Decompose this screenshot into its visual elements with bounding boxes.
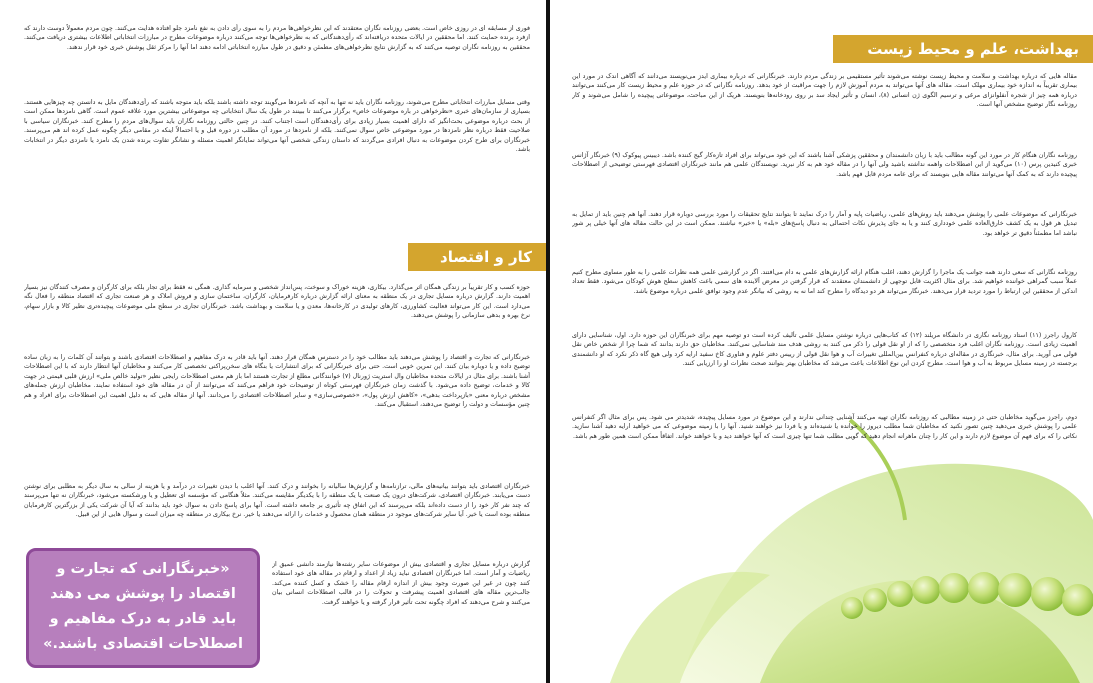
business-paragraph-4: گزارش درباره مسایل تجاری و اقتصادی بیش از موضوعات سایر رشته‌ها نیازمند دانشی عمیق از ریاضیات و آمار است. اما خبرنگاران اقتصادی نباید زیاد از اعداد و ارقام در مقاله های خود استفاده کنند چون در غیر این صورت وجود بیش از اندازه ارقام مقاله را خشک و کسل کننده می‌کند. جالب‌ترین مقاله های اقتصادی اهمیت پیشرفت و تحولات را در قالب اصطلاحات انسانی بیان می‌کنند و شرح می‌دهند که افراد چگونه تحت تأثیر قرار گرفته و یا خواهند گرفت. xyxy=(272,561,530,606)
health-paragraph-5: کارول راجرز (۱۱) استاد روزنامه نگاری در دانشگاه مریلند (۱۲) که کتاب‌هایی درباره نوشتن مسایل علمی تألیف کرده است دو توصیه مهم برای خبرنگاران این حوزه دارد. اول، شناسایی دارای اهمیت زیادی است. روزنامه نگاران اغلب فرد متخصصی را که از او نقل قولی را ذکر می کنند به روشی هدف مند شناسایی نمی‌کنند. مخاطبان حق دارند بدانند که شما چرا از شخص خاص نقل قولی می آورید. برای مثال، خبرنگاری در مقاله‌ای درباره کنفرانس بین‌المللی تغییرات آب و هوا نقل قولی از رییس دفتر علوم و فناوری کاخ سفید ارایه کرد ولی هیچ گاه ذکر نکرد که او دانشمندی برجسته در زمینه مسایل مربوط به آب و هوا است. مطرح کردن این نوع اطلاعات باعث می‌شد که مخاطبان بهتر بتوانند صحت نظرات او را ارزیابی کنند. xyxy=(572,332,1077,368)
business-paragraph-1: حوزه کسب و کار تقریباً بر زندگی همگان اثر می‌گذارد. بیکاری، هزینه خوراک و سوخت، پس‌انداز شخصی و سرمایه گذاری. همگی نه فقط برای تجار بلکه برای کارگران و مصرف کنندگان نیز بسیار اهمیت دارند. گزارش درباره مسایل تجاری در یک منطقه به معنای ارائه گزارش درباره کارفرمایان، کارگران، ساختمان سازی و فروش املاک و هر صنعت تجاری که اقتصاد منطقه را فعال نگه می‌دارد است. این کار می‌تواند فعالیت کشاورزی، کارهای تولیدی در کارخانه‌ها، معدن و یا سلامت و بهداشت باشد. خبرنگاران تجاری در سطح ملی موضوعات پیچیده‌تری نظیر کالا و بازار سهام، نرخ بهره و بدهی سازمانی را پوشش می‌دهند. xyxy=(24,284,530,320)
section-header-health-science: بهداشت، علم و محیط زیست xyxy=(833,35,1093,63)
left-page xyxy=(0,0,546,683)
business-paragraph-3: خبرنگاران اقتصادی باید بتوانند بیانیه‌های مالی، ترازنامه‌ها و گزارش‌ها سالیانه را بخوانند و درک کنند. آنها اغلب با دیدن تغییرات در درآمد و یا هزینه از سالی به سال دیگر به مطلبی برای نوشتن دست می‌یابند. خبرنگاران اقتصادی، شرکت‌های درون یک صنعت یا یک منطقه را با یکدیگر مقایسه می‌کنند. مثلاً هنگامی که مؤسسه ای تعطیل و یا ورشکسته می‌شود، خبرنگاران نه تنها می‌پرسند که چند نفر کار خود را از دست داده‌اند بلکه می‌پرسند که این اتفاق چه تأثیری بر جامعه داشته است. آنها برای پاسخ دادن به سوال خود باید بدانند که آیا آن شرکت یکی از بزرگترین کارفرمایان منطقه بوده است یا خیر. آیا سایر شرکت‌های موجود در منطقه همان محصول و خدمات را ارائه می‌دهند یا خیر. نرخ بیکاری در منطقه چه میزان است و سوال هایی از این قبیل. xyxy=(24,483,530,519)
health-paragraph-6: دوم، راجرز می‌گوید مخاطبان حتی در زمینه مطالبی که روزنامه نگاران تهیه می‌کنند آشنایی چندانی ندارند و این موضوع در مورد مسایل پیچیده، شدیدتر می شود. پس برای مثال اگر کنفرانس علمی را پوشش خبری می‌دهید چنین تصور نکنید که مخاطبان شما مطلب دیروز را خوانده یا شنیده‌اند و یا فردا نیز خواهند شنید. آنها را با زمینه موضوعی که می خواهید ارایه دهید آشنا سازید. نکاتی را که برای فهم آن موضوع لازم دارند و این کار را چنان ماهرانه انجام دهید که گویی مطلب شما تنها چیزی است که آنها خواهند دید و یا خواهند خواند. اتفاقاً ممکن است همین طور هم باشد. xyxy=(572,414,1077,440)
health-paragraph-2: روزنامه نگاران هنگام کار در مورد این گونه مطالب باید با زبان دانشمندان و محققین پزشکی آشنا باشند که این خود می‌تواند برای افراد تازه‌کار گیج کننده باشد. دیبیس پیوکوک (۹) خبرنگار آژانس خبری کنیدین پرس (۱۰) می‌گوید از این اصطلاحات واهمه نداشته باشید ولی آنها را در مقاله خود هم به کار نبرید. نویسندگان علمی هم مانند خبرنگاران اقتصادی فهرستی توضیحی از اصطلاحات پیچیده دارند که به کمک آنها می‌توانند مقاله هایی بنویسند که برای عامه مردم قابل فهم باشد. xyxy=(572,152,1077,178)
intro-paragraph-2: وقتی مسایل مبارزات انتخاباتی مطرح می‌شوند، روزنامه نگاران باید نه تنها به آنچه که نامزدها می‌گویند توجه داشته باشند بلکه باید متوجه باشند که رأی‌دهندگان مایل به دانستن چه چیزهایی هستند. بسیاری از سازمان‌های خبری «نظرخواهی در باره موضوعات خاص» برگزار می‌کنند تا ببینند در طول یک سال انتخاباتی چه موضوعاتی بیشترین مورد علاقه عموم است. گاهی نامزدها ممکن است از بحث درباره موضوعی بحث‌انگیز که دارای اهمیت بسیار زیادی برای رأی‌دهندگان است اجتناب کنند. در چنین حالتی روزنامه نگاران باید سوال‌های مردم را مطرح کنند. خبرنگاران سیاسی با صلاحیت فقط درباره نظر نامزدها در مورد موضوعی خاص سوال نمی‌کنند. بلکه از نامزدها در مورد آن مطلب در دوره قبل و یا احتمالاً اینکه در مقامی دیگر چگونه عمل کرده اند هم می‌پرسند. خبرنگاران برای طرح کردن موضوعات به دنبال افرادی می‌گردند که داستان زندگی شخصی آنها می‌تواند نمایانگر اهمیت مسئله و نشانگر تفاوت برنده شدن یک نامزد یا نامزدی دیگر در انتخابات باشد. xyxy=(24,99,530,154)
health-paragraph-3: خبرنگارانی که موضوعات علمی را پوشش می‌دهند باید روش‌های علمی، ریاضیات پایه و آمار را درک نمایند تا بتوانند نتایج تحقیقات را مورد بررسی دوباره قرار دهند. آنها هم چنین باید از تمایل به تبدیل هر قول به یک کشف خارق‌العاده علمی خودداری کنند و یا به جای پذیرش نکات احتمالی به دنبال پاسخ‌های «بله» یا «خیر» نباشند. ممکن است در این حالت مقاله های آنها خیلی پر شور نباشد اما مطمئناً دقیق تر خواهد بود. xyxy=(572,211,1077,237)
right-page xyxy=(550,0,1093,683)
health-paragraph-4: روزنامه نگارانی که سعی دارند همه جوانب یک ماجرا را گزارش دهند، اغلب هنگام ارائه گزارش‌های علمی به دام می‌افتند. اگر در گزارشی علمی همه نظرات علمی را به طور مساوی مطرح کنیم عملاً سبب گمراهی خواننده خواهیم شد. برای مثال اکثریت قابل توجهی از دانشمندان معتقدند که قرار گرفتن در معرض آلاینده های سمی باعث کاهش سطح هوش کودکان می‌شود. فقط تعداد اندکی از محققین این ارتباط را مورد تردید قرار می‌دهند. خبرنگار می‌تواند هر دو دیدگاه را مطرح کند اما نه به روشی که بیانگر عدم وجود توافق علمی درباره موضوع باشد. xyxy=(572,269,1077,295)
health-paragraph-1: مقاله هایی که درباره بهداشت و سلامت و محیط زیست نوشته می‌شوند تأثیر مستقیمی بر زندگی مردم دارند. خبرنگارانی که درباره بیماری ایدز می‌نویسند می‌دانند که آگاهی اندک در مورد این بیماری تقریباً به اندازه خود بیماری مهلک است. مقاله های آنها می‌تواند به مردم آموزش لازم را جهت مراقبت از خود بدهد. روزنامه نگارانی که در حوزه علم و محیط زیست کار می‌کنند می‌توانند درباره همه چیز از شجره آنفلوانزای مرغی و ترسیم الگوی ژن انسانی (۸)، انسان و تأثیر ایجاد سد بر روی رودخانه‌ها بنویسند. هریک از این مباحث، موضوعاتی پیچیده را شامل می‌شوند و کار روزنامه نگار توضیح مشخص آنها است. xyxy=(572,73,1077,109)
intro-paragraph-1: فوری از مسابقه ای در روزی خاص است. بعضی روزنامه نگاران معتقدند که این نظرخواهی‌ها مردم را به سوی رأی دادن به نفع نامزد جلو افتاده هدایت می‌کنند. چون مردم معمولاً دوست دارند که ازفرد برنده حمایت کنند. اما محققین در ایالات متحده دریافته‌اند که رأی‌دهندگانی که به نظرخواهی‌ها توجه می‌کنند درباره موضوعات مطرح در مبارزات انتخاباتی اطلاعات بیشتری دریافت می‌کنند. محققین به روزنامه نگاران توصیه می‌کنند که به گزارش نتایج نظرخواهی‌های مطمئن و دقیق در طول مبارزه انتخاباتی ادامه دهند اما آنها را مرکز ثقل پوشش خبری خود قرار ندهند. xyxy=(24,25,530,51)
section-header-business: کار و اقتصاد xyxy=(408,243,546,271)
business-paragraph-2: خبرنگارانی که تجارت و اقتصاد را پوشش می‌دهند باید مطالب خود را در دسترس همگان قرار دهند. آنها باید قادر به درک مفاهیم و اصطلاحات اقتصادی باشند و بتوانند آن کلمات را به زبان ساده توضیح داده و یا دوباره بیان کنند. این تمرین خوبی است. حتی برای خبرنگارانی که برای انتشارات یا بنگاه های سخن‌پراکنی تخصصی کار می‌کنند و مخاطبان آنها انتظار دارند که با این اصطلاحات آشنا باشند. برای مثال در ایالات متحده مخاطبان وال استریت ژورنال (۷) خوانندگانی مطلع از تجارت هستند اما باز هم معنی اصطلاحات رایجی نظیر «تولید خالص ملی» ارزش قلبی قیمتی در جهت کالا و خدمات، توضیح داده می‌شود. با گذشت زمان خبرنگاران فهرستی کوتاه از توضیحات خود فراهم می‌کنند که می‌توانند از آن در مقاله های خود استفاده نمایند. مخاطبان ارزش جمله‌های مشخص درباره معنی «بازپرداخت بدهی»، «کاهش ارزش پول»، «خصوصی‌سازی» و سایر اصطلاحات اقتصادی را می‌دانند. آنها از مقاله هایی که به دلیل اهمیت این اصطلاحات برای افراد و هم چنین مؤسسات و دولت را توضیح می‌دهند، استقبال می‌کنند. xyxy=(24,354,530,409)
pull-quote: «خبرنگارانی که تجارت و اقتصاد را پوشش می دهند باید قادر به درک مفاهیم و اصطلاحات اقتصادی باشند.» xyxy=(26,548,260,668)
